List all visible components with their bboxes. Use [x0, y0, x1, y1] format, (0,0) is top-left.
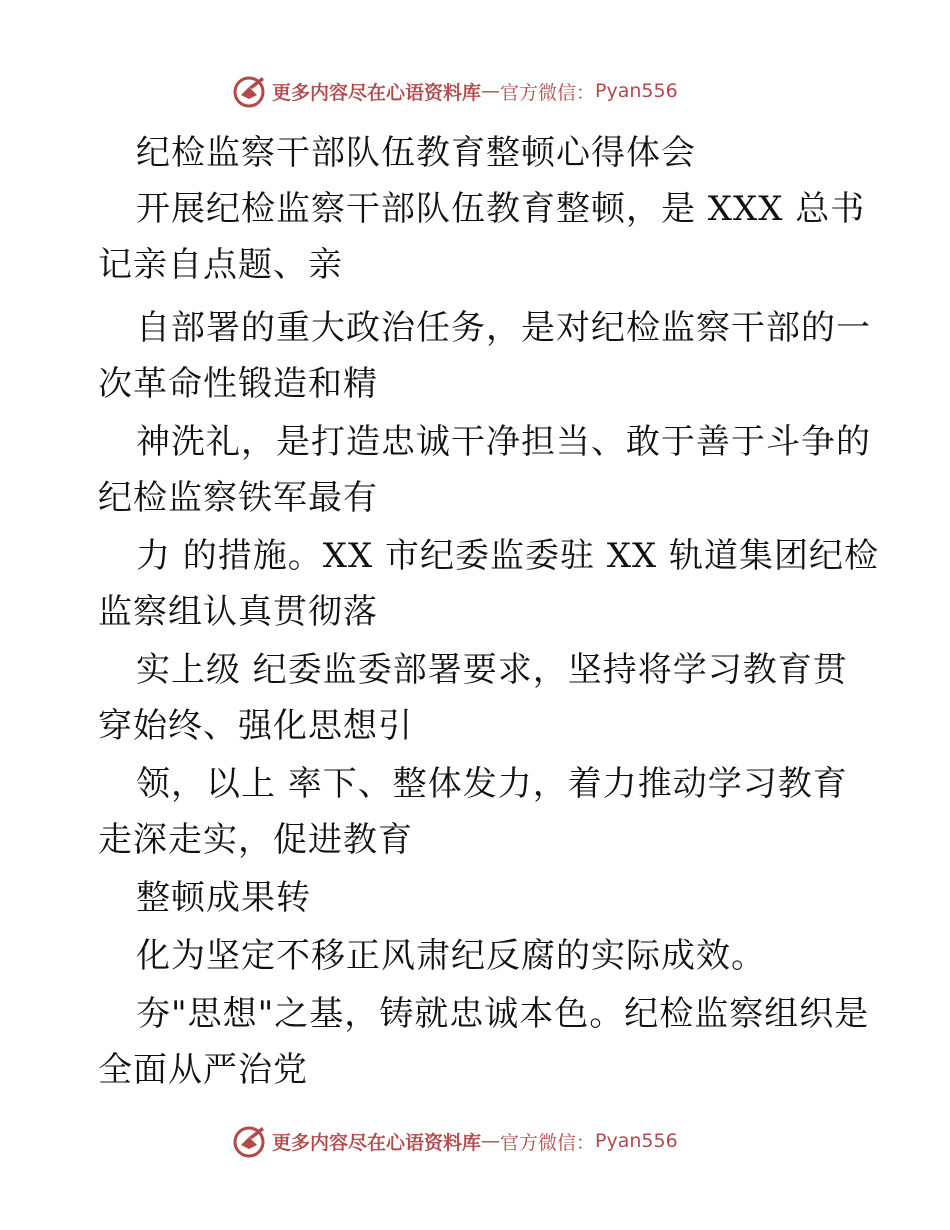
text-line: 走深走实，促进教育 — [98, 820, 413, 860]
watermark-header — [232, 71, 678, 111]
text-line: 神洗礼，是打造忠诚干净担当、敢于善于斗争的 — [136, 422, 871, 462]
watermark-footer — [232, 1121, 678, 1161]
text-line: 记亲自点题、亲 — [98, 245, 343, 285]
text-line: 次革命性锻造和精 — [98, 364, 378, 404]
watermark-dash: — — [481, 1130, 501, 1152]
text-line: 纪检监察铁军最有 — [98, 478, 378, 518]
watermark-account: Pyan556 — [595, 80, 678, 102]
text-line: 全面从严治党 — [98, 1050, 308, 1090]
book-logo-icon — [232, 1123, 268, 1159]
text-line: 实上级 纪委监委部署要求，坚持将学习教育贯 — [136, 650, 848, 690]
text-line: 夯"思想"之基，铸就忠诚本色。纪检监察组织是 — [136, 994, 870, 1034]
text-line: 整顿成果转 — [136, 878, 311, 918]
text-line: 领，以上 率下、整体发力，着力推动学习教育 — [136, 764, 848, 804]
text-line: 化为坚定不移正风肃纪反腐的实际成效。 — [136, 936, 766, 976]
text-line: 力 的措施。XX 市纪委监委驻 XX 轨道集团纪检 — [136, 536, 880, 576]
watermark-site-text: 更多内容尽在心语资料库 — [272, 1131, 482, 1154]
document-title: 纪检监察干部队伍教育整顿心得体会 — [136, 133, 696, 173]
book-logo-icon — [232, 73, 268, 109]
watermark-site-text: 更多内容尽在心语资料库 — [272, 81, 482, 104]
watermark-label: 官方微信： — [500, 81, 596, 104]
watermark-label: 官方微信： — [500, 1131, 596, 1154]
watermark-account: Pyan556 — [595, 1130, 678, 1152]
text-line: 开展纪检监察干部队伍教育整顿，是 XXX 总书 — [136, 189, 866, 229]
text-line: 监察组认真贯彻落 — [98, 592, 378, 632]
text-line: 穿始终、强化思想引 — [98, 706, 413, 746]
text-line: 自部署的重大政治任务，是对纪检监察干部的一 — [136, 308, 871, 348]
watermark-dash: — — [481, 80, 501, 102]
